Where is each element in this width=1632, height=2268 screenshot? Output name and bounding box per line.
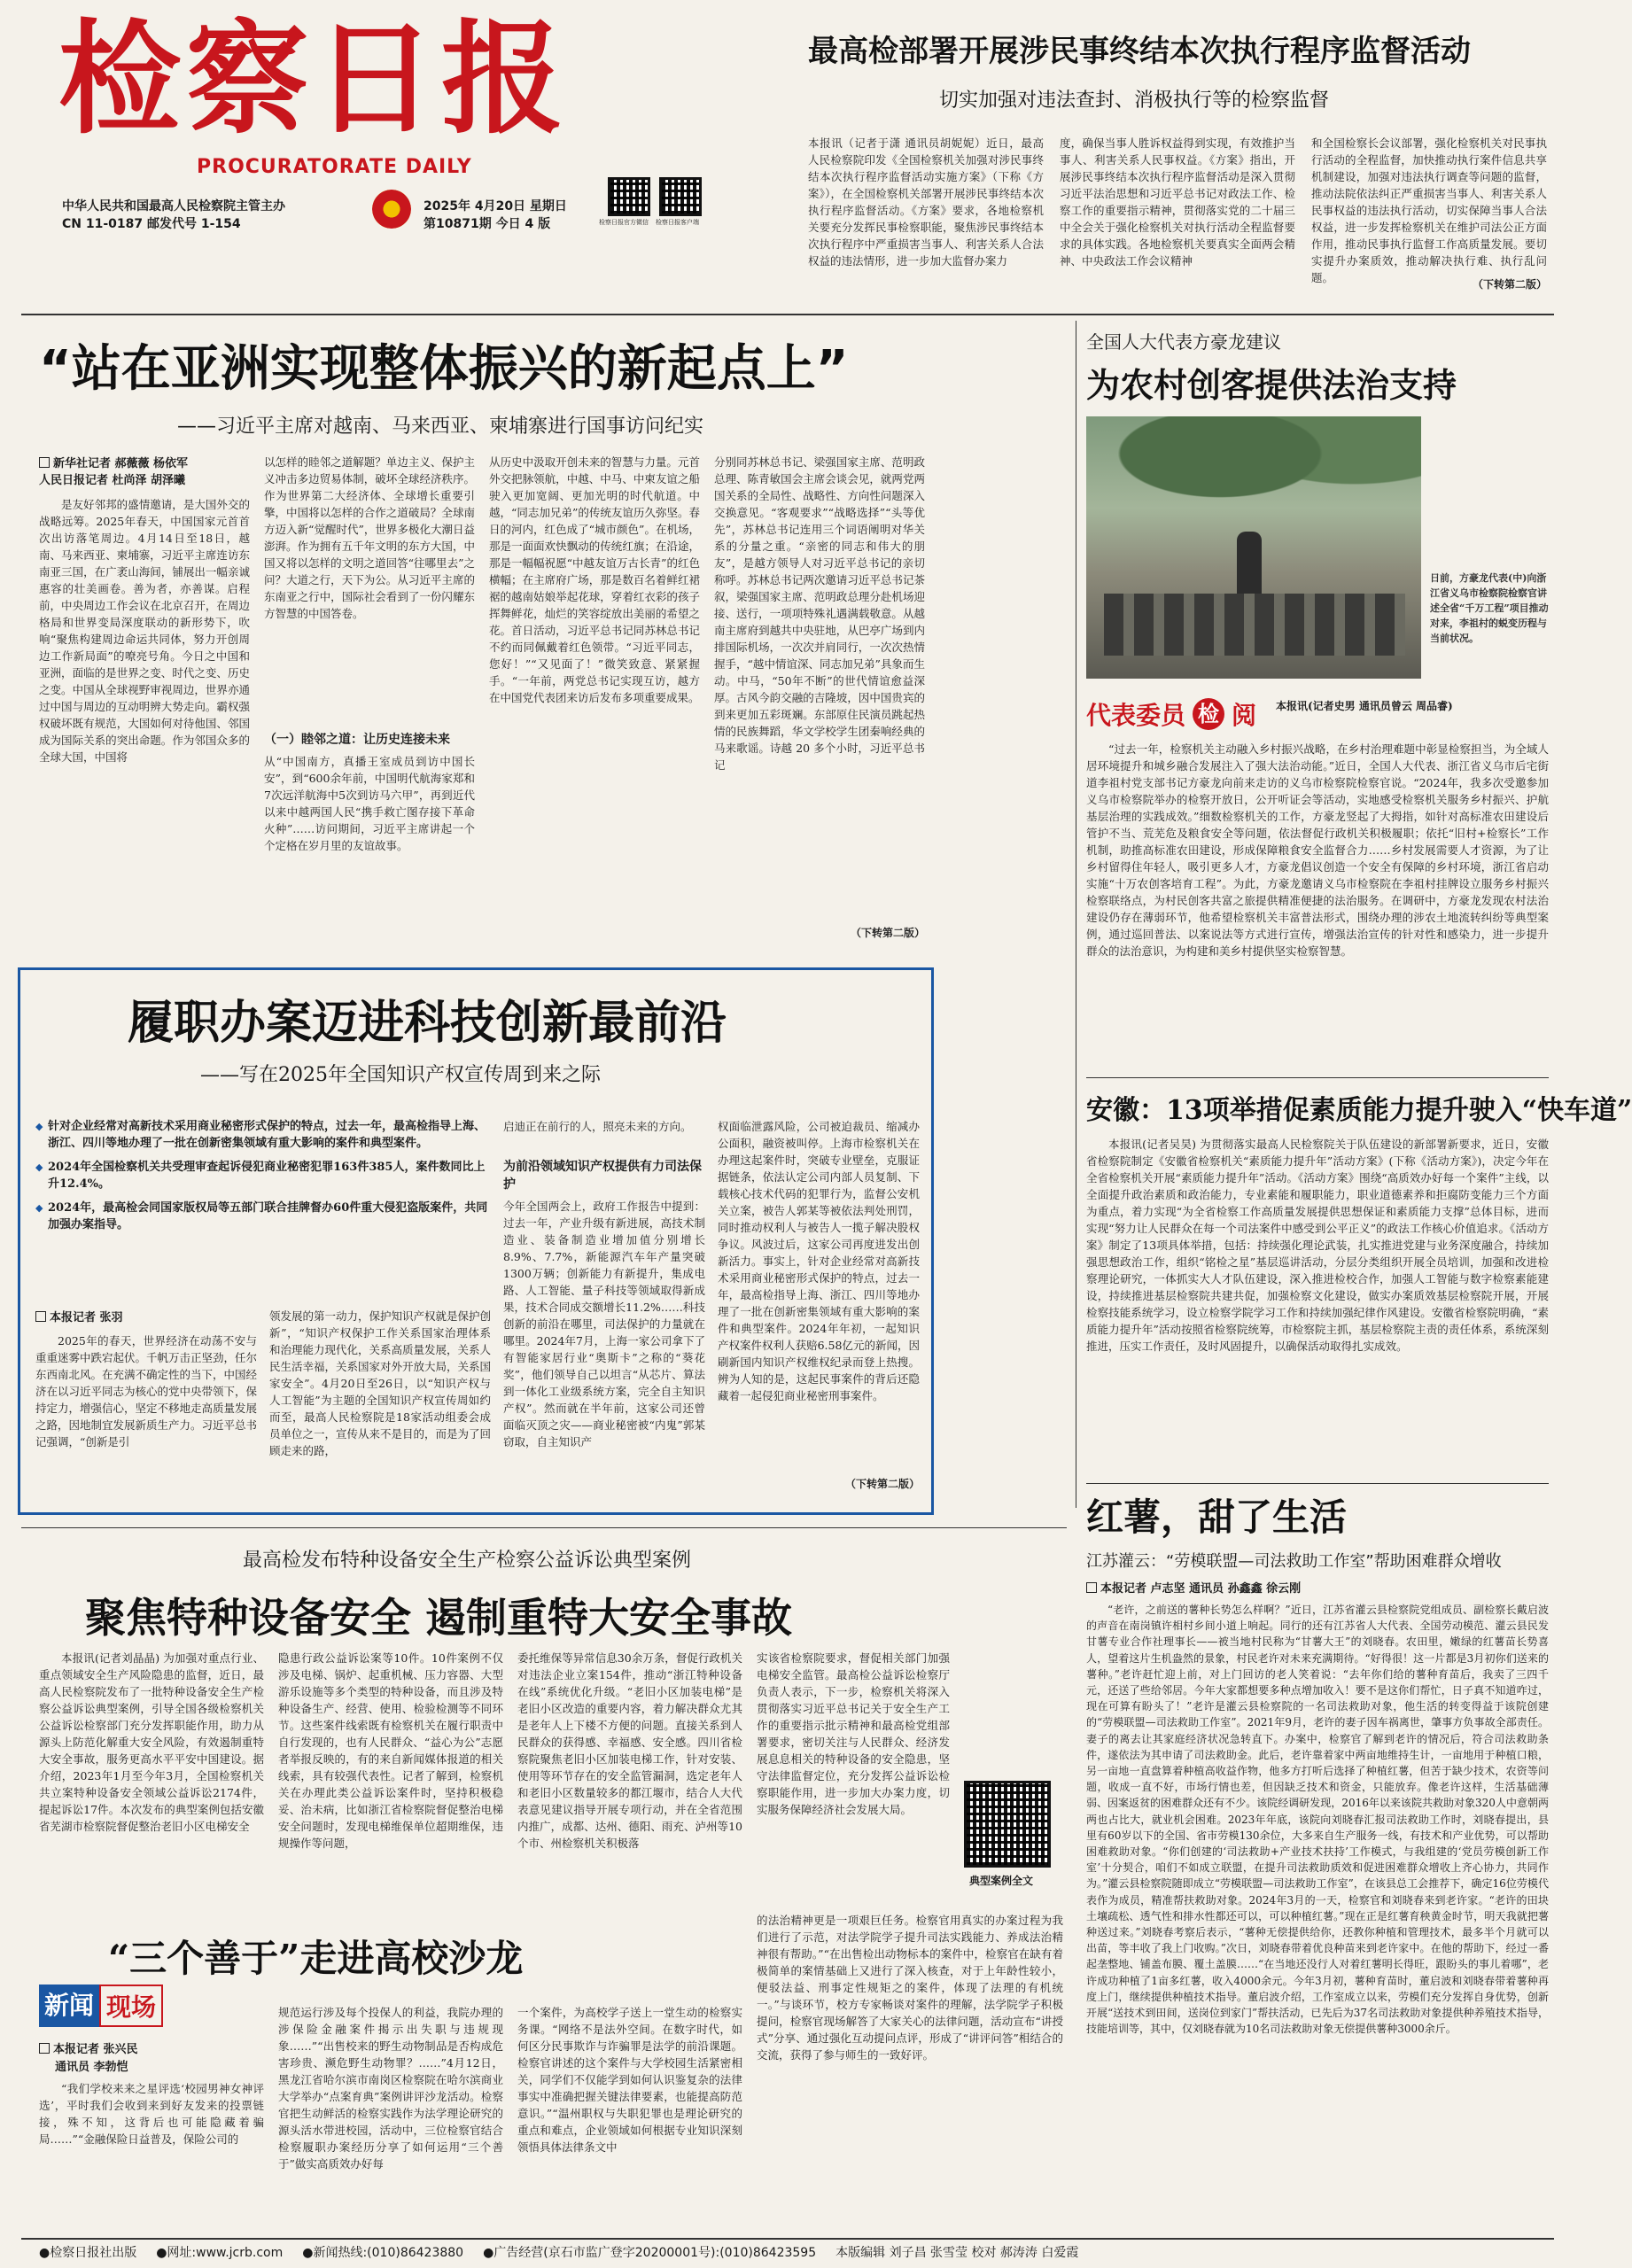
ip-title: 履职办案迈进科技创新最前沿: [128, 996, 727, 1050]
safety-col2: 隐患行政公益诉讼案等10件。10件案例不仅涉及电梯、锅炉、起重机械、压力容器、大型游乐设施等多个类型的特种设备，而且涉及特种设备生产、经营、使用、检验检测等不同环节。这些案件线索既有检察机关在履行职责中自行发现的，也有人民群众、“益心为公”志愿者举报反映的，有的来自新闻媒体报道的相关线索，具有较强代表性。记者了解到，检察机关在办理此类公益诉讼案件时，坚持积极稳妥、治未病，比如浙江省检察院督促整治电梯安全问题时，发现电梯维保单位超期维保，违规操作等问题，: [278, 1651, 503, 1850]
safety-col4: 实该省检察院要求，督促相关部门加强电梯安全监管。最高检公益诉讼检察厅负责人表示，下一步，检察机关将深入贯彻落实习近平总书记关于安全生产工作的重要指示批示精神和最高检党组部署要求，密切关注与人民群众、经济发展息息相关的特种设备的安全隐患，坚守法律监督定位，充分发挥公益诉讼检察职能作用，进一步加大办案力度，切实服务保障经济社会发展大局。: [757, 1651, 950, 1816]
lead-col1: 是友好邻邦的盛情邀请，是大国外交的战略远筹。2025年春天，中国国家元首首次出访落笔周边。4月14日至18日，越南、马来西亚、柬埔寨，习近平主席连访东南亚三国，在广袤山海间，铺展出一幅亲诚惠容的壮美画卷。善为者，亦善谋。启程前，中央周边工作会议在北京召开，在周边格局和世界变局深度联动的新形势下，吹响“聚焦构建周边命运共同体，努力开创周边工作新局面”的嘹亮号角。今日之中国和亚洲，面临的是世界之变、时代之变、历史之变。中国从全球视野审视周边，世界亦通过中国与周边的互动明辨大势走向。霸权强权破坏既有规范，大国如何对待他国、邻国成为国际关系的突出命题。作为邻国众多的全球大国，中国将: [39, 498, 250, 764]
cases-qr-icon: [964, 1781, 1051, 1868]
right1-tag-text: 代表委员: [1086, 701, 1186, 730]
ip-byline-text: 本报记者 张羽: [50, 1311, 123, 1324]
ip-col1: 2025年的春天，世界经济在动荡不安与重重迷雾中跌宕起伏。千帆万击正坚劲，任尔东西南北风。在充满不确定性的当下，中国经济在以习近平同志为核心的党中央带领下，保持定力，增强信心，坚定不移地走高质量发展之路，因地制宜发展新质生产力。习近平总书记强调，“创新是引: [35, 1334, 258, 1449]
ip-lead-points: [35, 1118, 496, 1297]
masthead-title-en: PROCURATORATE DAILY: [197, 156, 472, 178]
ip-col4: 权面临泄露风险，公司被迫裁员、缩减办公面积，融资被叫停。上海市检察机关在办理这起案件时，突破专业壁垒，克服证据链条，依法认定公司内部人员复制、下载核心技术代码的犯罪行为，监督公安机关立案，被告人郭某等被依法判处刑罚，同时推动权利人与被告人一揽子解决股权争议。风波过后，这家公司再度进发出创新活力。事实上，针对企业经常对高新技术采用商业秘密形式保护的特点，过去一年，最高检指导上海、浙江、四川等地办理了一批在创新密集领域有重大影响的案件和典型案件。2024年年初，一起知识产权案件权利人获赔6.58亿元的新闻，因刷新国内知识产权维权纪录而登上热搜。辨为人知的是，这起民事案件的背后还隐藏着一起侵犯商业秘密刑事案件。: [718, 1120, 920, 1402]
ip-col3b: 今年全国两会上，政府工作报告中提到：过去一年，产业升级有新进展，高技术制造业、装备制造业增加值分别增长8.9%、7.7%，新能源汽车年产量突破1300万辆；创新能力有新提升，集成电路、人工智能、量子科技等领域取得新成果，技术合同成交额增长11.2%……科技创新的前沿在哪里，司法保护的力量就在哪里。2024年7月，上海一家公司拿下了有智能家居行业“奥斯卡”之称的“葵花奖”，他们领导自己以坦言“从芯片、算法到一体化工业级系统方案，完全自主知识产权”。然而就在半年前，这家公司还曾面临灭顶之灾——商业秘密被“内鬼”郭某窃取，自主知识产: [503, 1200, 705, 1449]
right-divider-2: [1086, 1483, 1549, 1484]
lead-subhead1: （一）睦邻之道：让历史连接未来: [264, 733, 450, 747]
sponsor-line: 中华人民共和国最高人民检察院主管主办: [62, 199, 285, 214]
national-emblem-icon: [372, 190, 411, 229]
top-story-col3-wrap: [1311, 135, 1547, 298]
lead-byline1-text: 新华社记者 郝薇薇 杨依军: [53, 457, 189, 470]
masthead-divider: [21, 314, 1554, 315]
right3-byline-text: 本报记者 卢志坚 通讯员 孙鑫鑫 徐云刚: [1100, 1582, 1302, 1596]
qr2-label: 检察日报客户端: [656, 219, 699, 226]
wechat-qr-icon: [608, 177, 650, 216]
right1-tag-text2: 阅: [1232, 701, 1257, 730]
photo-crowd: [1104, 594, 1405, 656]
top-story-subtitle: 切实加强对违法查封、消极执行等的检察监督: [939, 89, 1330, 112]
top-story-continued: （下转第二版）: [1472, 278, 1547, 291]
campus-col1: “我们学校来来之星评选‘校园男神女神评选’，平时我们会收到来到好友发来的投票链接，殊不知，这背后也可能隐藏着骗局……”“金融保险日益普及，保险公司的: [39, 2082, 264, 2146]
safety-divider: [21, 1527, 1067, 1528]
right1-caption: 日前，方豪龙代表(中)向浙江省义乌市检察院检察官讲述全省“千万工程”项目推动对来，李祖村的蜕变历程与当前状况。: [1430, 572, 1549, 644]
right1-tag-badge: 检: [1193, 698, 1224, 730]
footer: [39, 2243, 1545, 2264]
right3-text: “老许，之前送的薯种长势怎么样啊？”近日，江苏省灌云县检察院党组成员、副检察长戴启波的声音在南岗镇许相村乡间小道上响起。同行的还有江苏省人大代表、全国劳动模范、灌云县民发甘薯专业合作社理事长——被当地村民称为“甘薯大王”的刘晓春。农田里，嫩绿的红薯苗长势喜人，望着这片生机盎然的景象，村民老许对未来充满期待。“好得很！这一片都是3月初你们送来的薯种。”老许赶忙迎上前，对上门回访的老人笑着说：“去年你们给的薯种育苗后，我卖了三四千元，还送了些给邻居。今年大家都想要多种点增加收入！要不是这你们帮忙，日子真不知道咋过，现在可算有盼头了！”老许是灌云县检察院的一名司法救助对象，他生活的转变得益于该院创建的“劳模联盟—司法救助工作室”。2021年9月，老许的妻子因车祸离世，肇事方负事故全部责任。妻子的离去让其家庭经济状况急转直下。办案中，检察官了解到老许的情况后，符合司法救助条件，遂依法为其申请了司法救助金。此后，老许靠着家中两亩地维持生计，一亩地用于种植口粮，另一亩地一直盘算着种植高收益作物，他多方打听后选择了种植红薯，但苦于缺少技术，农资等问题，收成一直不好，市场行情也差，但因缺乏技术和资金，只能放弃。像老许这样，生活基础薄弱、因案返贫的困难群众还有不少。该院经调研发现，2016年以来该院共救助对象320人中意朝两两也占比大，就业机会困难。2023年年底，该院向刘晓春汇报司法救助工作时，刘晓春提出，县里有60岁以下的全国、省市劳模130余位，大多来自生产服务一线，有技术和产业优势，可以帮助困难救助对象。“你们创建的‘司法救助+产业技术扶持’工作模式，与我组建的‘党员劳模创新工作室’十分契合，咱们不如成立联盟，在提升司法救助质效和促进困难群众增收上齐心协力，共同作为。”灌云县检察院随即成立“劳模联盟—司法救助工作室”，在该县总工会推荐下，确定16位劳模代表作为成员，精准帮扶救助对象。2024年3月的一天，检察官和刘晓春来到老许家。“老许的田块土壤疏松、透气性和排水性都还可以，可以种植红薯。”现在正是红薯育秧黄金时节，明天我就把薯种送过来。”刘晓春考察后表示，“薯种无偿提供给你，还教你种植和管理技术，最多半个月就可以出苗，等丰收了我上门收购。”次日，刘晓春带着优良种苗来到老许家中。在他的帮助下，经过一番起垄整地、铺盖布膜、覆土盖膜……“在当地还没行人对着红薯明长得旺，跟盼头的事儿着哪”，老许成功种植了1亩多红薯，收入4000余元。今年3月初，薯种育苗时，董启波和刘晓春带着薯种再度上门，继续提供种植技术指导。董启波介绍，工作室成立以来，劳模们充分发挥自身优势，创新开展“送技术到田间，送岗位到家门”帮扶活动，已先后为37名司法救助对象提供种养殖技术指导，技能培训等，其中，仅刘晓春就为10名司法救助对象无偿提供薯种3000余斤。: [1086, 1604, 1549, 2036]
campus-col4: 的法治精神更是一项艰巨任务。检察官用真实的办案过程为我们进行了示范，对法学院学子提升司法实践能力、养成法治精神很有帮助。”“在出售检出动物标本的案件中，检察官在缺有着极简单的案情基础上又进行了深入核查，对于上年龄性较小，便驳法益、刑事定性规矩之的案件，体现了法理的有机统一。”与谈环节，校方专家畅谈对案件的理解，法学院学子积极提问，检察官现场解答了大家关心的法律问题，活动宣布“讲授式”分享、通过强化互动提问点评，形成了“讲评问答”相结合的交流，获得了参与师生的一致好评。: [757, 1914, 1063, 2062]
lead-subtitle: ——习近平主席对越南、马来西亚、柬埔寨进行国事访问纪实: [177, 416, 704, 438]
right1-byline: 本报讯(记者史男 通讯员曾云 周品睿): [1276, 700, 1453, 712]
ip-col3-wrap: [503, 1118, 705, 1503]
campus-byline1: [39, 2039, 138, 2056]
lead-col2: 以怎样的睦邻之道解题？单边主义、保护主义冲击多边贸易体制，破坏全球经济秩序。作为世界第二大经济体、全球增长重要引擎，中国将以怎样的合作之道破局？全球南方迈入新“觉醒时代”，世界多极化大潮日益澎湃。作为拥有五千年文明的东方大国，中国又将以怎样的文明之道回答“往哪里去”之问？大道之行，天下为公。从习近平主席的东南亚之行中，国际社会看到了一份闪耀东方智慧的中国答卷。: [264, 455, 475, 620]
qr1-label: 检察日报官方微信: [599, 219, 649, 226]
footer-editors: 本版编辑 刘子昌 张雪莹 校对 郝涛涛 白爱霞: [835, 2246, 1079, 2260]
lead-col2-wrap: [264, 454, 475, 955]
ip-col3: 启迪正在前行的人，照亮未来的方向。: [503, 1120, 692, 1133]
ip-byline: [35, 1308, 123, 1324]
campus-byline1-text: 本报记者 张兴民: [53, 2043, 138, 2056]
ip-point-2: ◆ 2024年全国检察机关共受理审查起诉侵犯商业秘密犯罪163件385人，案件数同比上升12.4%。: [35, 1159, 496, 1192]
right1-title: 为农村创客提供法治支持: [1086, 365, 1457, 405]
lead-col1-wrap: [39, 454, 250, 955]
ip-subhead: 为前沿领域知识产权提供有力司法保护: [503, 1160, 702, 1192]
campus-tag-scene: 现场: [99, 1984, 163, 2027]
footer-website-link[interactable]: ●网址:www.jcrb.com: [156, 2246, 284, 2260]
right3-byline: [1086, 1579, 1301, 1596]
safety-col1: 本报讯(记者刘晶晶) 为加强对重点行业、重点领域安全生产风险隐患的监督，近日，最高人民检察院发布了一批特种设备安全生产检察公益诉讼典型案例，引导全国各级检察机关公益诉讼检察部门充分发挥职能作用，助力从源头上防范化解重大安全风险，有效遏制重特大安全事故，服务更高水平平安中国建设。据介绍，2023年1月至今年3月，全国检察机关共立案特种设备安全领域公益诉讼2174件，提起诉讼17件。本次发布的典型案例包括安徽省芜湖市检察院督促整治老旧小区电梯安全: [39, 1651, 264, 1833]
right1-text: “过去一年，检察机关主动融入乡村振兴战略，在乡村治理难题中彰显检察担当，为全域人居环境提升和城乡融合发展注入了强大法治动能。”近日，全国人大代表、浙江省义乌市后宅街道李祖村党支部书记方豪龙向前来走访的义乌市检察院检察官说。“2024年，我多次受邀参加义乌市检察院举办的检察开放日，公开听证会等活动，实地感受检察机关服务乡村振兴、护航基层治理的实践成效。”细数检察机关的工作，方豪龙竖起了大拇指，如针对高标准农田建设后管护不当、荒芜危及粮食安全等问题，依法督促行政机关积极履职；依托“旧村+检察长”工作机制，助推高标准农田建设，形成保障粮食安全监督合力……乡村发展需要人才资源，为了让乡村留得住年轻人，吸引更多人才，方豪龙倡议创造一个安全有保障的乡村环境，浙江省启动实施“十万农创客培育工程”。为此，方豪龙邀请义乌市检察院在李祖村挂牌设立服务乡村振兴检察联络点，为村民创客共富之旅提供精准便捷的法治服务。在调研中，方豪龙发现农村法治建设仍存在薄弱环节，他希望检察机关丰富普法形式，围绕办理的涉农土地流转纠纷等典型案例，通过巡回普法、以案说法等方式进行宣传，增强法治宣传的针对性和感染力，进一步提升群众的法治意识，为构建和美乡村提供坚实检察智慧。: [1086, 742, 1549, 958]
footer-hotline: ●新闻热线:(010)86423880: [302, 2246, 464, 2260]
lead-byline2: 人民日报记者 杜尚泽 胡泽曦: [39, 474, 186, 487]
ip-point-3: ◆ 2024年，最高检会同国家版权局等五部门联合挂牌督办60件重大侵犯盗版案件，共同加强办案指导。: [35, 1200, 496, 1233]
lead-col2b: 从“中国南方，真播王室成员到访中国长安”，到“600余年前，中国明代航海家郑和7次远洋航海中5次到访马六甲”，再到近代以来中越两国人民“携手救亡图存接下革命火种”……访问期间，习近平主席讲起一个个定格在岁月里的友谊故事。: [264, 755, 475, 852]
ip-col2: 领发展的第一动力，保护知识产权就是保护创新”，“知识产权保护工作关系国家治理体系和治理能力现代化，关系高质量发展，关系人民生活幸福，关系国家对外开放大局，关系国家安全”。4月20日至26日，以“知识产权与人工智能”为主题的全国知识产权宣传周如约而至，最高人民检察院是18家活动组委会成员单位之一，宣传从来不是目的，而是为了回顾走来的路，: [269, 1309, 492, 1457]
campus-title: “三个善于”走进高校沙龙: [108, 1937, 524, 1980]
lead-byline1: [39, 454, 250, 470]
footer-divider: [21, 2238, 1554, 2240]
lead-col3: 从历史中汲取开创未来的智慧与力量。元首外交把脉领航，中越、中马、中柬友谊之船驶入更加宽阔、更加光明的时代航道。中越，“同志加兄弟”的传统友谊历久弥坚。春日的河内，红色成了“城市颜色”。在机场，那是一面面欢快飘动的传统红旗；在沿途，那是一幅幅祝愿“中越友谊万古长青”的红色横幅；在主席府广场，那是数百名着鲜红裙裾的越南姑娘举起花球，穿着红衣彩的孩子挥舞鲜花，灿烂的笑容绽放出美丽的希望之花。首日活动，习近平总书记同苏林总书记不约而同佩戴着红色领带。“习近平同志，您好！”“又见面了！”微笑致意、紧紧握手。“一年前，两党总书记实现互访，越方在中国党代表团来访后发布多项重要成果。: [489, 455, 700, 704]
issue-date: 2025年 4月20日 星期日: [424, 199, 567, 214]
masthead-title: 检察日报: [58, 6, 570, 151]
right3-subtitle: 江苏灌云：“劳模联盟—司法救助工作室”帮助困难群众增收: [1086, 1552, 1502, 1571]
lead-title: “站在亚洲实现整体振兴的新起点上”: [39, 340, 849, 398]
campus-col2: 规范运行涉及每个投保人的利益，我院办理的涉保险金融案件揭示出失职与违规现象……”“出售校来的野生动物制品是否构成危害珍贵、濒危野生动物罪？……”4月12日，黑龙江省哈尔滨市南岗区检察院在哈尔滨商业大学举办“点案育典”案例讲评沙龙活动。检察官把生动鲜活的检察实践作为法学理论研究的源头活水带进校园，活动中，三位检察官结合检察履职办案经历分享了如何运用“三个善于”做实高质效办好每: [278, 2006, 503, 2171]
lead-col4-wrap: [714, 454, 925, 955]
cn-line: CN 11-0187 邮发代号 1-154: [62, 217, 241, 231]
ip-continued: （下转第二版）: [844, 1478, 920, 1490]
right-divider-1: [1086, 1077, 1549, 1078]
top-story-col3: 和全国检察长会议部署，强化检察机关对民事执行活动的全程监督，加快推动执行案件信息共享机制建设，加强对违法执行调查等问题的监督，推动法院依法纠正严重损害当事人、利害关系人民事权益的违法执行活动，切实保障当事人合法权益，进一步发挥检察机关在维护司法公正方面作用，推动民事执行监督工作高质量发展。要切实提升办案质效，推动解决执行难、执行乱问题。: [1311, 136, 1547, 284]
app-qr-icon: [659, 177, 702, 216]
right2-text: 本报讯(记者吴昊) 为贯彻落实最高人民检察院关于队伍建设的新部署新要求，近日，安徽省检察院制定《安徽省检察机关“素质能力提升年”活动方案》(下称《活动方案》)，决定今年在全省检察机关开展“素质能力提升年”活动。《活动方案》围绕“高质效办好每一个案件”主线，以全面提升政治素质和政治能力，专业素能和履职能力，职业道德素养和拒腐防变能力三个方面为重点，着力实现“为全省检察工作高质量发展提供思想保证和素质能力支撑”总体目标，进而实现“努力让人民群众在每一个司法案件中感受到公平正义”的政法工作核心价值追求。《活动方案》制定了13项具体举措，包括：持续强化理论武装，扎实推进党建与业务深度融合，持续加强思想政治工作，组织“铭检之星”基层巡讲活动，分层分类组织开展全员培训，加强和改进检察理论研究，一体抓实大人才队伍建设，深入推进检校合作，加强人工智能与数字检察素能建设，持续推进基层检察院共建共促，加强检察文化建设，做实办案质效基层检察院开展，开展检察技能系统学习，设立检察学院学习工作和持续加强纪律作风建设。安徽省检察院明确，“素质能力提升年”活动按照省检察院统筹，市检察院主抓，基层检察院主责的责任体系，系统深刻推进，压实工作责任，及时风固提升，以确保活动取得扎实成效。: [1086, 1138, 1549, 1353]
lead-col4: 分别同苏林总书记、梁强国家主席、范明政总理、陈青敏国会主席会谈会见，就两党两国关系的全局性、战略性、方向性问题深入交换意见。“客观要求”“战略选择”“头等优先”，苏林总书记连用三个词语阐明对华关系的分量之重。“亲密的同志和伟大的朋友”，是越方领导人对习近平总书记的亲切称呼。苏林总书记两次邀请习近平总书记茶叙，梁强国家主席、范明政总理分赴机场迎接、送行，一项项特殊礼遇满载敬意。从越南主席府到越共中央驻地，从巴亭广场到内排国际机场，一次次并肩同行，一次次热情握手，“越中情谊深、同志加兄弟”具象而生动。中马，“50年不断”的世代情谊愈益深厚。古风今韵交融的吉隆坡，因中国贵宾的到来更加五彩斑斓。东部原住民演员跳起热情的民族舞蹈，华文学校学生团秦响经典的马来歌谣。诗越 20 多个小时，习近平总书记: [714, 455, 925, 772]
footer-publisher: ●检察日报社出版: [39, 2246, 137, 2260]
safety-kicker: 最高检发布特种设备安全生产检察公益诉讼典型案例: [243, 1550, 692, 1572]
masthead: [0, 0, 797, 229]
ip-col4-wrap: [718, 1118, 920, 1503]
lead-continued: （下转第二版）: [850, 927, 925, 939]
safety-col3: 委托维保等异常信息30余万条，督促行政机关对违法企业立案154件，推动“浙江特种设备在线”系统优化升级。“老旧小区加装电梯”是老旧小区改造的重要内容，着力解决群众尤其是老年人上下楼不方便的问题。直接关系到人民群众的获得感、幸福感、安全感。四川省检察院聚焦老旧小区加装电梯工作，针对安装、使用等环节存在的安全监管漏洞，选定老年人和老旧小区数量较多的都江堰市，结合人大代表意见建议指导开展专项行动，并在全省范围内推广，成都、达州、德阳、雨充、泸州等10个市、州检察机关积极落: [517, 1651, 742, 1850]
top-story-col2: 度，确保当事人胜诉权益得到实现，有效推护当事人、利害关系人民事权益。《方案》指出，开展涉民事终结本次执行程序监督活动是深入贯彻习近平法治思想和习近平总书记对政法工作、检察工作的重要指示精神，贯彻落实党的二十届三中全会关于强化检察机关对执行活动全程监督要求的具体实践。各地检察机关要真实全面两会精神、中央政法工作会议精神: [1060, 136, 1295, 268]
ip-point-1: ◆ 针对企业经常对高新技术采用商业秘密形式保护的特点，过去一年，最高检指导上海、浙江、四川等地办理了一批在创新密集领域有重大影响的案件和典型案件。: [35, 1118, 496, 1152]
right1-kicker: 全国人大代表方豪龙建议: [1086, 331, 1281, 353]
campus-tag-news: 新闻: [39, 1984, 99, 2027]
photo-tree: [1086, 416, 1421, 540]
ip-subtitle: ——写在2025年全国知识产权宣传周到来之际: [200, 1064, 601, 1086]
campus-col3: 一个案件，为高校学子送上一堂生动的检察实务课。“网络不是法外空间。在数字时代，如何区分民事欺诈与诈骗罪是法学的前沿课题。检察官讲述的这个案件与大学校园生活紧密相关，同学们不仅能学到如何认识鉴复杂的法律事实中准确把握关键法律要素，也能提高防范意识。”“温州职权与失职犯罪也是理论研究的重点和难点，企业领域如何根据专业知识深刻领悟具体法律条文中: [517, 2006, 742, 2154]
footer-advertising: ●广告经营(京石市监广登字20200001号):(010)86423595: [483, 2246, 817, 2260]
right1-tag: [1086, 696, 1256, 732]
campus-byline2: 通讯员 李勃恺: [55, 2061, 128, 2074]
right3-title: 红薯，甜了生活: [1086, 1495, 1348, 1539]
safety-title: 聚焦特种设备安全 遏制重特大安全事故: [85, 1594, 793, 1642]
issue-number: 第10871期 今日 4 版: [424, 217, 551, 231]
top-story-col1: 本报讯（记者于潇 通讯员胡妮妮）近日，最高人民检察院印发《全国检察机关加强对涉民事终结本次执行程序监督活动实施方案》（下称《方案》），在全国检察机关部署开展涉民事终结本次执行程序监督活动。《方案》要求，各地检察机关要充分发挥民事检察职能，聚焦涉民事终结本次执行程序中严重损害当事人、利害关系人合法权益的违法情形，进一步加大监督办案力: [808, 136, 1044, 268]
right2-title: 安徽：13项举措促素质能力提升驶入“快车道”: [1086, 1095, 1632, 1126]
top-story-title: 最高检部署开展涉民事终结本次执行程序监督活动: [808, 34, 1471, 69]
cases-qr-label: 典型案例全文: [969, 1875, 1034, 1887]
campus-tag: [39, 1984, 163, 2027]
right1-photo: [1086, 416, 1421, 679]
